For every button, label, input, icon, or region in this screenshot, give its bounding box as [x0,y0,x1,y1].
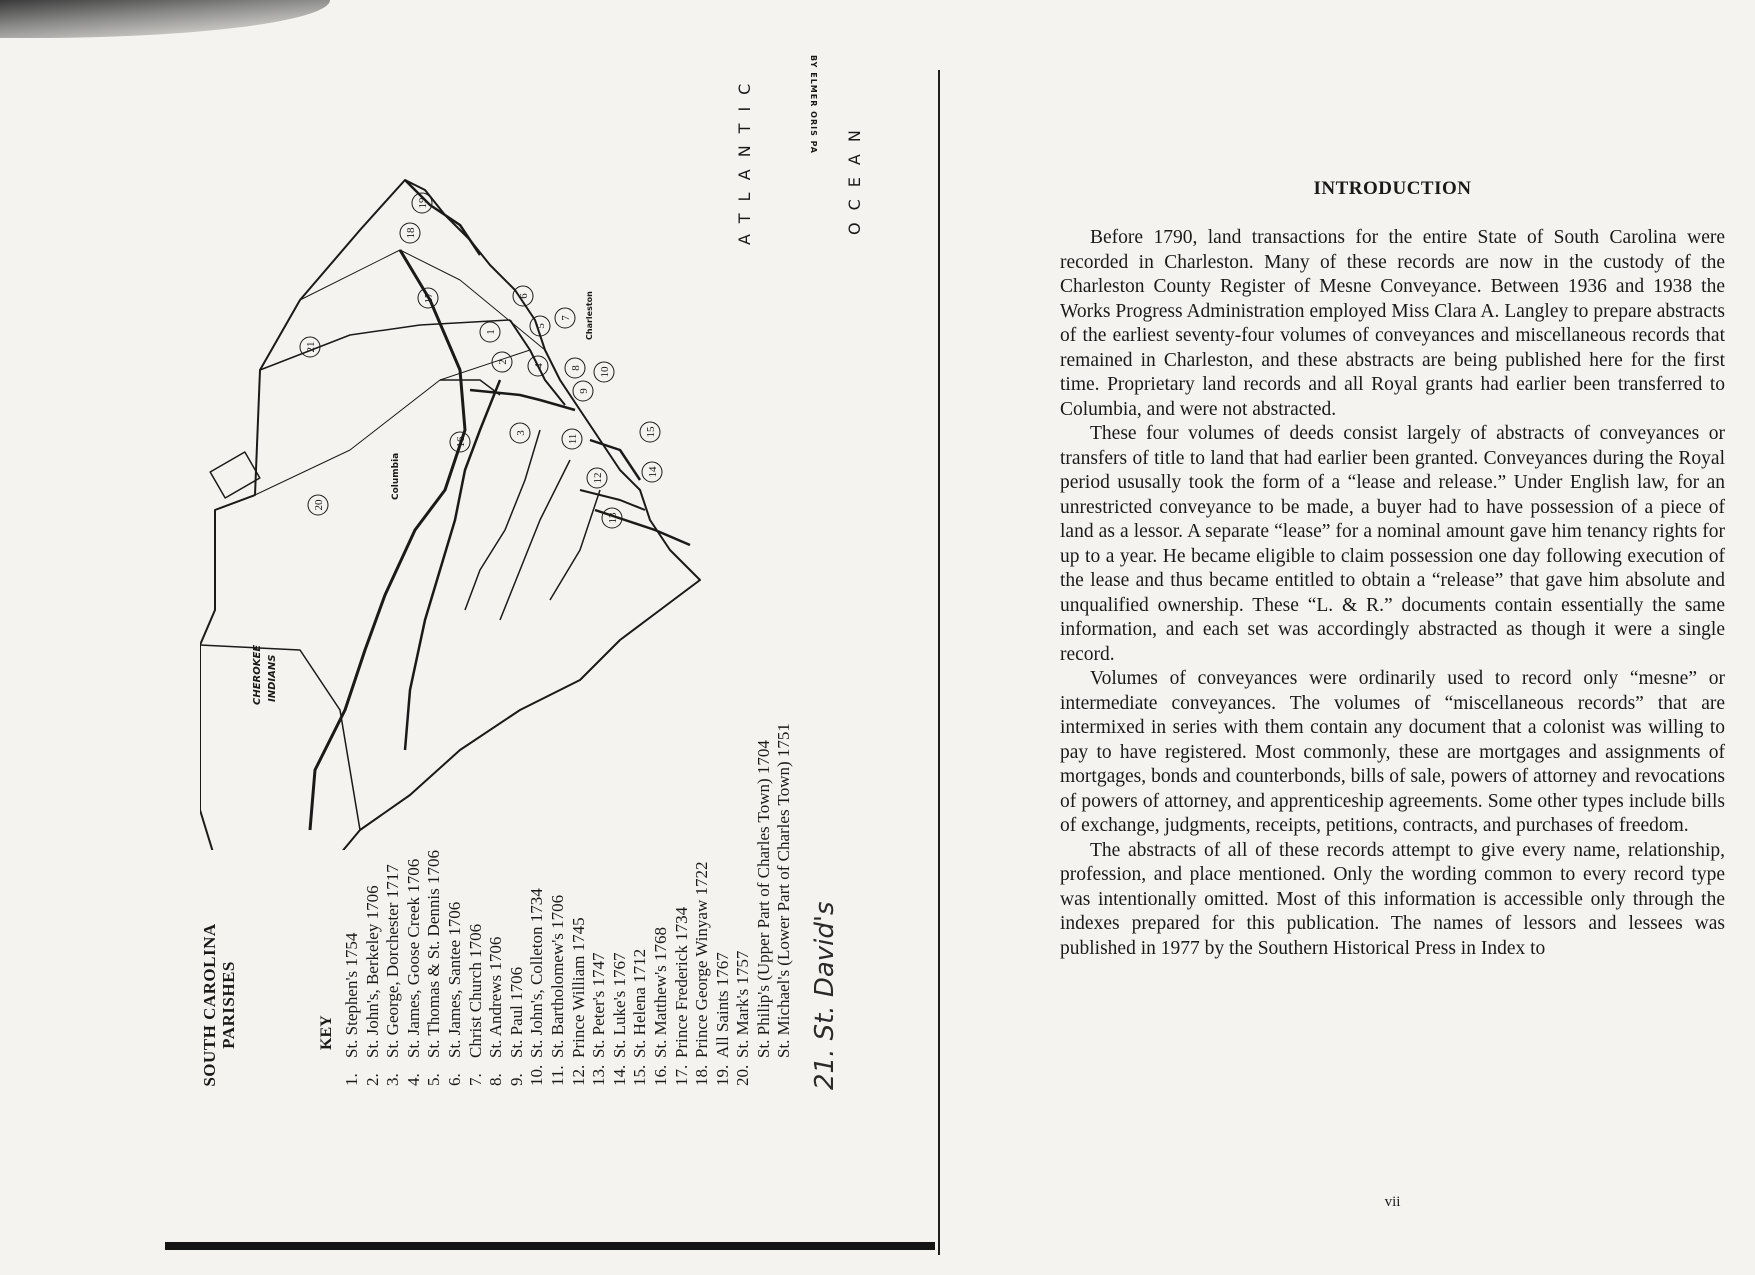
intro-paragraph: Before 1790, land transactions for the entire State of South Carolina were recorded in Charleston. Many of these records are now in the custody of the Charleston County Register of Mesne Conveyance. Between 1936 and 1938 the Works Progress Administration employed Miss Clara A. Langley to prepare abstracts of the earliest seventy-four volumes of conveyances and miscellaneous records that remained in Charleston, and these abstracts are being published here for the first time. Proprietary land records and all Royal grants had earlier been transferred to Columbia, and were not abstracted. [1060,227,1725,420]
key-label: KEY [318,1015,335,1050]
svg-text:6: 6 [518,293,530,299]
svg-text:19: 19 [417,197,429,209]
svg-text:13: 13 [607,512,619,524]
handwritten-note: 21. St. David's [810,901,840,1090]
key-item: 18.Prince George Winyaw 1722 [692,861,712,1086]
svg-text:21: 21 [305,341,317,353]
svg-text:5: 5 [535,323,547,329]
svg-text:7: 7 [560,315,572,321]
svg-text:10: 10 [599,366,611,378]
map-title [200,900,238,1110]
right-page [1020,0,1725,1275]
svg-text:3: 3 [515,430,527,436]
region-marker-18 [400,223,420,243]
city-charleston: Charleston [585,291,594,340]
svg-text:2: 2 [497,359,509,365]
key-item: 16.St. Matthew's 1768 [650,926,670,1086]
intro-paragraph: The abstracts of all of these records attempt to give every name, relationship, profession, and place mentioned. Only the wording common to every record type was intentionally omitted. Most of this information is accessible only through the indexes prepared for this publication. The names of lessors and lessees was published in 1977 by the Southern Historical Press in Index to [1060,839,1725,959]
boundary-box [210,452,260,498]
boundary-ocean [405,180,480,255]
river-5 [550,490,600,600]
key-item: 20.St. Mark's 1757 [733,950,753,1086]
map-credit: BY ELMER ORIS PA [809,55,818,154]
intro-paragraph: Volumes of conveyances were ordinarily used to record only “mesne” or intermediate conveyances. The volumes of “miscellaneous records” that are intermixed in series with them contain any document that a colonist was willing to pay to have registered. Most commonly, these are mortgages and assignments of mortgages, bonds and counterbonds, bills of sale, powers of attorney and revocations of powers of attorney, and apprenticeship agreements. Some other types include bills of exchange, judgments, receipts, petitions, contracts, and purchases of freedom. [1060,668,1725,836]
region-marker-21 [300,337,320,357]
map-title-line1: SOUTH CAROLINA [200,923,219,1087]
river-3 [465,430,540,610]
svg-text:11: 11 [567,433,579,445]
key-item: St. Philip's (Upper Part of Charles Town) 1704 [753,740,773,1058]
region-marker-4 [528,356,548,376]
region-marker-11 [562,429,582,449]
region-marker-8 [565,358,585,378]
boundary-2 [260,320,510,370]
key-item: 6.St. James, Santee 1706 [444,901,464,1086]
region-marker-14 [642,462,662,482]
region-marker-20 [308,495,328,515]
city-columbia: Columbia [391,452,401,500]
key-item: St. Michael's (Lower Part of Charles Town) 1751 [774,723,794,1058]
svg-text:16: 16 [455,436,467,448]
svg-text:20: 20 [313,499,325,511]
key-item: 7.Christ Church 1706 [465,923,485,1086]
key-item: 8.St. Andrews 1706 [486,936,506,1086]
region-marker-7 [555,308,575,328]
river-4 [500,460,570,620]
key-item: 10.St. John's, Colleton 1734 [527,888,547,1086]
svg-text:9: 9 [578,388,590,394]
svg-text:8: 8 [570,365,582,371]
key-item: 5.St. Thomas & St. Dennis 1706 [424,850,444,1086]
region-marker-9 [573,381,593,401]
ocean-label-atlantic: ATLANTIC [735,71,754,245]
region-marker-15 [640,422,660,442]
svg-text:17: 17 [423,292,435,304]
boundary-6 [510,320,565,405]
key-item: 3.St. George, Dorchester 1717 [383,864,403,1086]
intro-title: INTRODUCTION [1313,178,1472,199]
key-item: 13.St. Peter's 1747 [589,952,609,1086]
key-item: 9.St. Paul 1706 [506,966,526,1086]
intro-body [1060,226,1725,961]
map-key-block [160,710,860,1110]
region-marker-12 [587,468,607,488]
region-marker-17 [418,288,438,308]
key-item: 17.Prince Frederick 1734 [671,906,691,1086]
key-list [342,723,795,1086]
key-item: 4.St. James, Goose Creek 1706 [403,858,423,1086]
svg-text:18: 18 [405,227,417,239]
map-title-line2: PARISHES [219,961,238,1049]
key-item: 1.St. Stephen's 1754 [342,932,361,1086]
svg-text:4: 4 [533,363,545,369]
boundary-5 [470,390,575,410]
ocean-label-ocean: OCEAN [845,118,864,235]
page-number: vii [1384,1194,1401,1210]
key-item: 12.Prince William 1745 [568,917,588,1086]
key-item: 15.St. Helena 1712 [630,948,650,1086]
key-item: 11.St. Bartholomew's 1706 [547,894,567,1086]
cherokee-label-2: INDIANS [267,654,278,702]
svg-text:14: 14 [647,466,659,478]
key-item: 2.St. John's, Berkeley 1706 [362,885,382,1086]
book-gutter-line [938,70,940,1255]
boundary-10 [580,490,645,510]
svg-text:15: 15 [645,426,657,438]
intro-paragraph: These four volumes of deeds consist largely of abstracts of conveyances or transfers of title to land that had earlier been granted. Conveyances during the Royal period ususally took the form of a “lease and release.” Under English law, for an unrestricted conveyance to be made, a buyer had to have possession of a piece of land as a lessor. A separate “lease” for a nominal amount gave him tenancy rights for up to a year. He became eligible to claim possession one day following execution of the lease and thus became entitled to obtain a “release” that gave him absolute and unqualified ownership. These “L. & R.” documents contain essentially the same information, and each set was accordingly abstracted as though it were a single record. [1060,423,1725,665]
region-marker-10 [594,362,614,382]
page-bottom-bar [165,1242,935,1250]
cherokee-label-1: CHEROKEE [252,644,263,705]
region-marker-1 [480,322,500,342]
svg-text:1: 1 [485,329,497,335]
key-item: 19.All Saints 1767 [712,952,732,1086]
key-item: 14.St. Luke's 1767 [609,952,629,1086]
region-marker-3 [510,423,530,443]
svg-text:12: 12 [592,472,604,484]
